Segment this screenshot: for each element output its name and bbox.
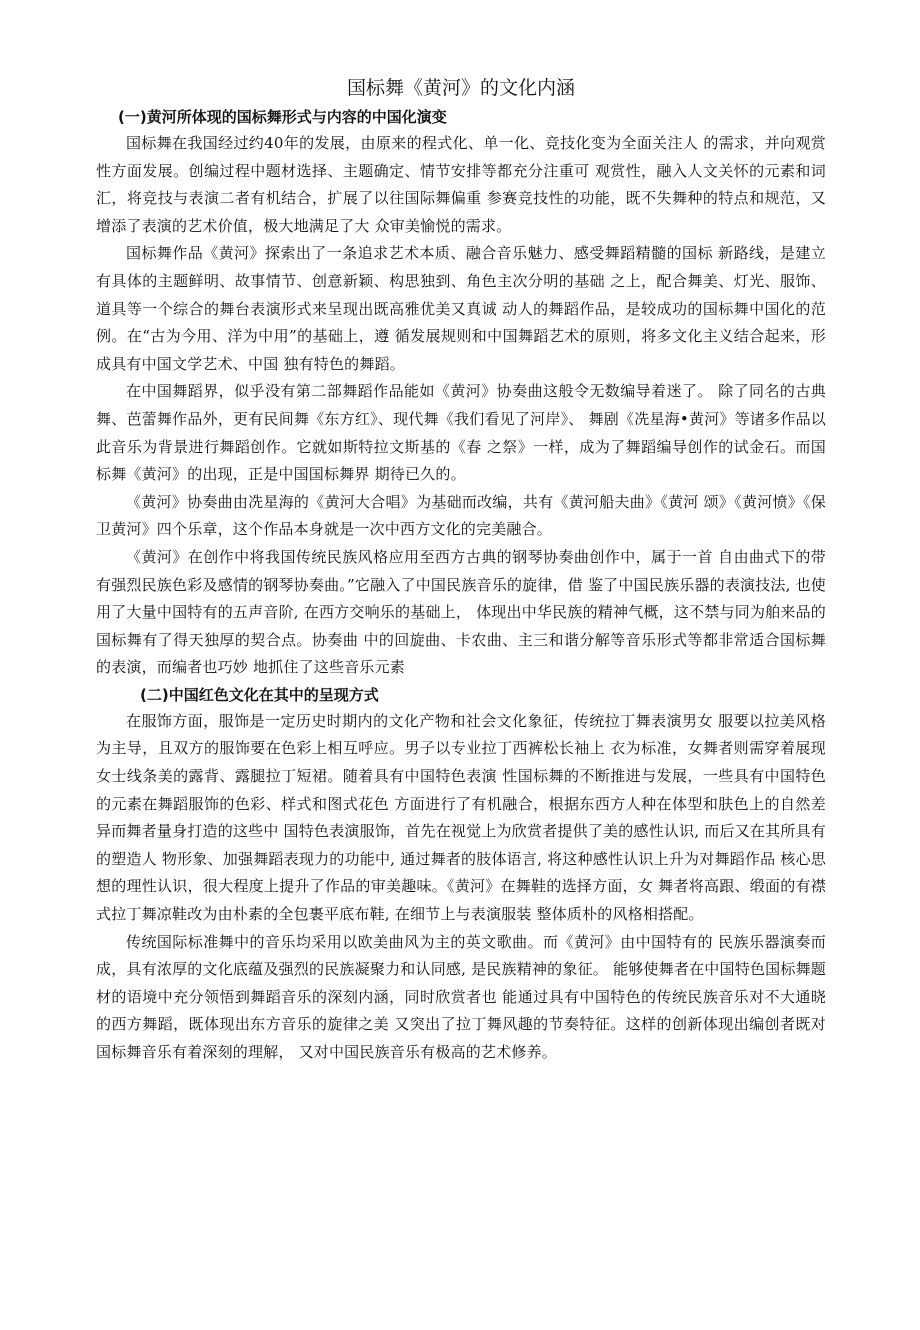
document-title: 国标舞《黄河》的文化内涵 xyxy=(346,77,575,99)
paragraph: 《黄河》在创作中将我国传统民族风格应用至西方古典的钢琴协奏曲创作中，属于一首 自由曲式下的带有强烈民族色彩及感情的钢琴协奏曲。”它融入了中国民族音乐的旋律，借 鉴了中国民族乐器的表演技法, 也使用了大量中国特有的五声音阶, 在西方交响乐的基础上， 体现出中华民族的精神气概，这不禁与同为舶来品的国标舞有了得天独厚的契合点。协奏曲 中的回旋曲、卡农曲、主三和谐分解等音乐形式等都非常适合国标舞的表演，而编者也巧妙 地抓住了这些音乐元素 xyxy=(96,547,826,677)
paragraph: 《黄河》协奏曲由冼星海的《黄河大合唱》为基础而改编，共有《黄河船夫曲》《黄河 颂》《黄河愤》《保卫黄河》四个乐章，这个作品本身就是一次中西方文化的完美融合。 xyxy=(96,492,826,539)
paragraph: 在中国舞蹈界，似乎没有第二部舞蹈作品能如《黄河》协奏曲这般令无数编导着迷了。 除了同名的古典舞、芭蕾舞作品外，更有民间舞《东方红》、现代舞《我们看见了河岸》、 舞剧《冼星海•黄河》等诸多作品以此音乐为背景进行舞蹈创作。它就如斯特拉文斯基的《春 之祭》一样，成为了舞蹈编导创作的试金石。而国标舞《黄河》的出现，正是中国国标舞界 期待已久的。 xyxy=(96,382,826,484)
section-heading-1: (一)黄河所体现的国标舞形式与内容的中国化演变 xyxy=(118,108,447,126)
paragraph: 传统国际标准舞中的音乐均采用以欧美曲风为主的英文歌曲。而《黄河》由中国特有的 民族乐器演奏而成，具有浓厚的文化底蕴及强烈的民族凝聚力和认同感, 是民族精神的象征。 能够使舞者在中国特色国标舞题材的语境中充分领悟到舞蹈音乐的深刻内涵，同时欣赏者也 能通过具有中国特色的传统民族音乐对不大通晓的西方舞蹈，既体现出东方音乐的旋律之美 又突出了拉丁舞风趣的节奏特征。这样的创新体现出编创者既对国标舞音乐有着深刻的理解， 又对中国民族音乐有极高的艺术修养。 xyxy=(96,932,826,1061)
paragraph: 国标舞作品《黄河》探索出了一条追求艺术本质、融合音乐魅力、感受舞蹈精髓的国标 新路线，是建立有具体的主题鲜明、故事情节、创意新颖、构思独到、角色主次分明的基础 之上，配合舞美、灯光、服饰、道具等一个综合的舞台表演形式来呈现出既高雅优美又真诚 动人的舞蹈作品，是较成功的国标舞中国化的范例。在“古为今用、洋为中用”的基础上，遵 循发展规则和中国舞蹈艺术的原则，将多文化主义结合起来，形成具有中国文学艺术、中国 独有特色的舞蹈。 xyxy=(96,244,826,373)
section-heading-2: (二)中国红色文化在其中的呈现方式 xyxy=(140,685,379,704)
paragraph: 国标舞在我国经过约40年的发展，由原来的程式化、单一化、竞技化变为全面关注人 的需求，并向观赏性方面发展。创编过程中题材选择、主题确定、情节安排等都充分注重可 观赏性，融入人文关怀的元素和词汇，将竞技与表演二者有机结合，扩展了以往国际舞偏重 参赛竞技性的功能，既不失舞种的特点和规范，又增添了表演的艺术价值，极大地满足了大 众审美愉悦的需求。 xyxy=(96,134,826,235)
document-page xyxy=(96,72,826,1067)
paragraph: 在服饰方面，服饰是一定历史时期内的文化产物和社会文化象征，传统拉丁舞表演男女 服要以拉美风格为主导，且双方的服饰要在色彩上相互呼应。男子以专业拉丁西裤松长袖上 衣为标准，女舞者则需穿着展现女士线条美的露背、露腿拉丁短裙。随着具有中国特色表演 性国标舞的不断推进与发展，一些具有中国特色的元素在舞蹈服饰的色彩、样式和图式花色 方面进行了有机融合，根据东西方人种在体型和肤色上的自然差异而舞者量身打造的这些中 国特色表演服饰，首先在视觉上为欣赏者提供了美的感性认识, 而后又在其所具有的塑造人 物形象、加强舞蹈表现力的功能中, 通过舞者的肢体语言, 将这种感性认识上升为对舞蹈作品 核心思想的理性认识，很大程度上提升了作品的审美趣味。《黄河》在舞鞋的选择方面，女 舞者将高跟、缎面的有襟式拉丁舞凉鞋改为由朴素的全包裹平底布鞋, 在细节上与表演服装 整体质朴的风格相搭配。 xyxy=(96,711,826,924)
